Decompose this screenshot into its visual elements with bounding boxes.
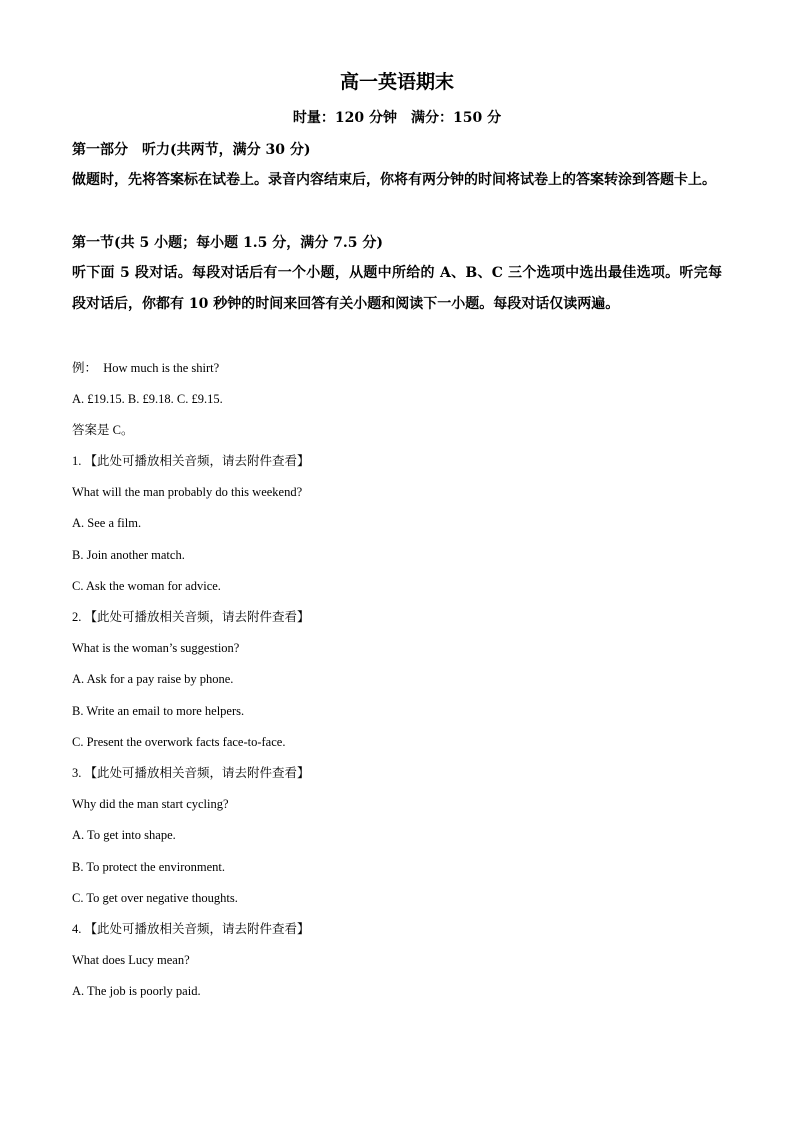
question-2-option-b: B. Write an email to more helpers.: [72, 704, 245, 718]
example-options: A. £19.15. B. £9.18. C. £9.15.: [72, 392, 223, 406]
exam-time-and-score: 时量：120 分钟 满分：150 分: [292, 110, 502, 126]
example-answer: 答案是 C。: [72, 423, 134, 437]
question-1-audio-note: 1. 【此处可播放相关音频，请去附件查看】: [72, 454, 310, 468]
question-2-option-c: C. Present the overwork facts face-to-face.: [72, 735, 286, 749]
question-4-text: What does Lucy mean?: [72, 953, 190, 967]
question-1-option-b: B. Join another match.: [72, 548, 185, 562]
question-1-option-c: C. Ask the woman for advice.: [72, 579, 221, 593]
question-1-text: What will the man probably do this weekend?: [72, 485, 303, 499]
question-2-text: What is the woman’s suggestion?: [72, 641, 240, 655]
question-3-option-c: C. To get over negative thoughts.: [72, 891, 238, 905]
question-2-option-a: A. Ask for a pay raise by phone.: [72, 672, 234, 686]
part-heading: 第一部分 听力(共两节，满分 30 分): [72, 142, 311, 158]
question-3-option-a: A. To get into shape.: [72, 828, 176, 842]
question-4-option-a: A. The job is poorly paid.: [72, 984, 201, 998]
question-3-option-b: B. To protect the environment.: [72, 860, 226, 874]
question-1-option-a: A. See a film.: [72, 516, 142, 530]
question-3-text: Why did the man start cycling?: [72, 797, 229, 811]
question-2-audio-note: 2. 【此处可播放相关音频，请去附件查看】: [72, 610, 310, 624]
question-3-audio-note: 3. 【此处可播放相关音频，请去附件查看】: [72, 766, 310, 780]
section-instructions: 听下面 5 段对话。每段对话后有一个小题，从题中所给的 A、B、C 三个选项中选出最佳选项。听完每段对话后，你都有 10 秒钟的时间来回答有关小题和阅读下一小题。每段对话仅读两遍。: [72, 265, 722, 312]
part-instructions: 做题时，先将答案标在试卷上。录音内容结束后，你将有两分钟的时间将试卷上的答案转涂到答题卡上。: [72, 172, 716, 188]
exam-title: 高一英语期末: [339, 71, 454, 93]
example-question: 例： How much is the shirt?: [72, 361, 220, 375]
question-4-audio-note: 4. 【此处可播放相关音频，请去附件查看】: [72, 922, 310, 936]
section-heading: 第一节(共 5 小题；每小题 1.5 分，满分 7.5 分): [72, 235, 383, 251]
